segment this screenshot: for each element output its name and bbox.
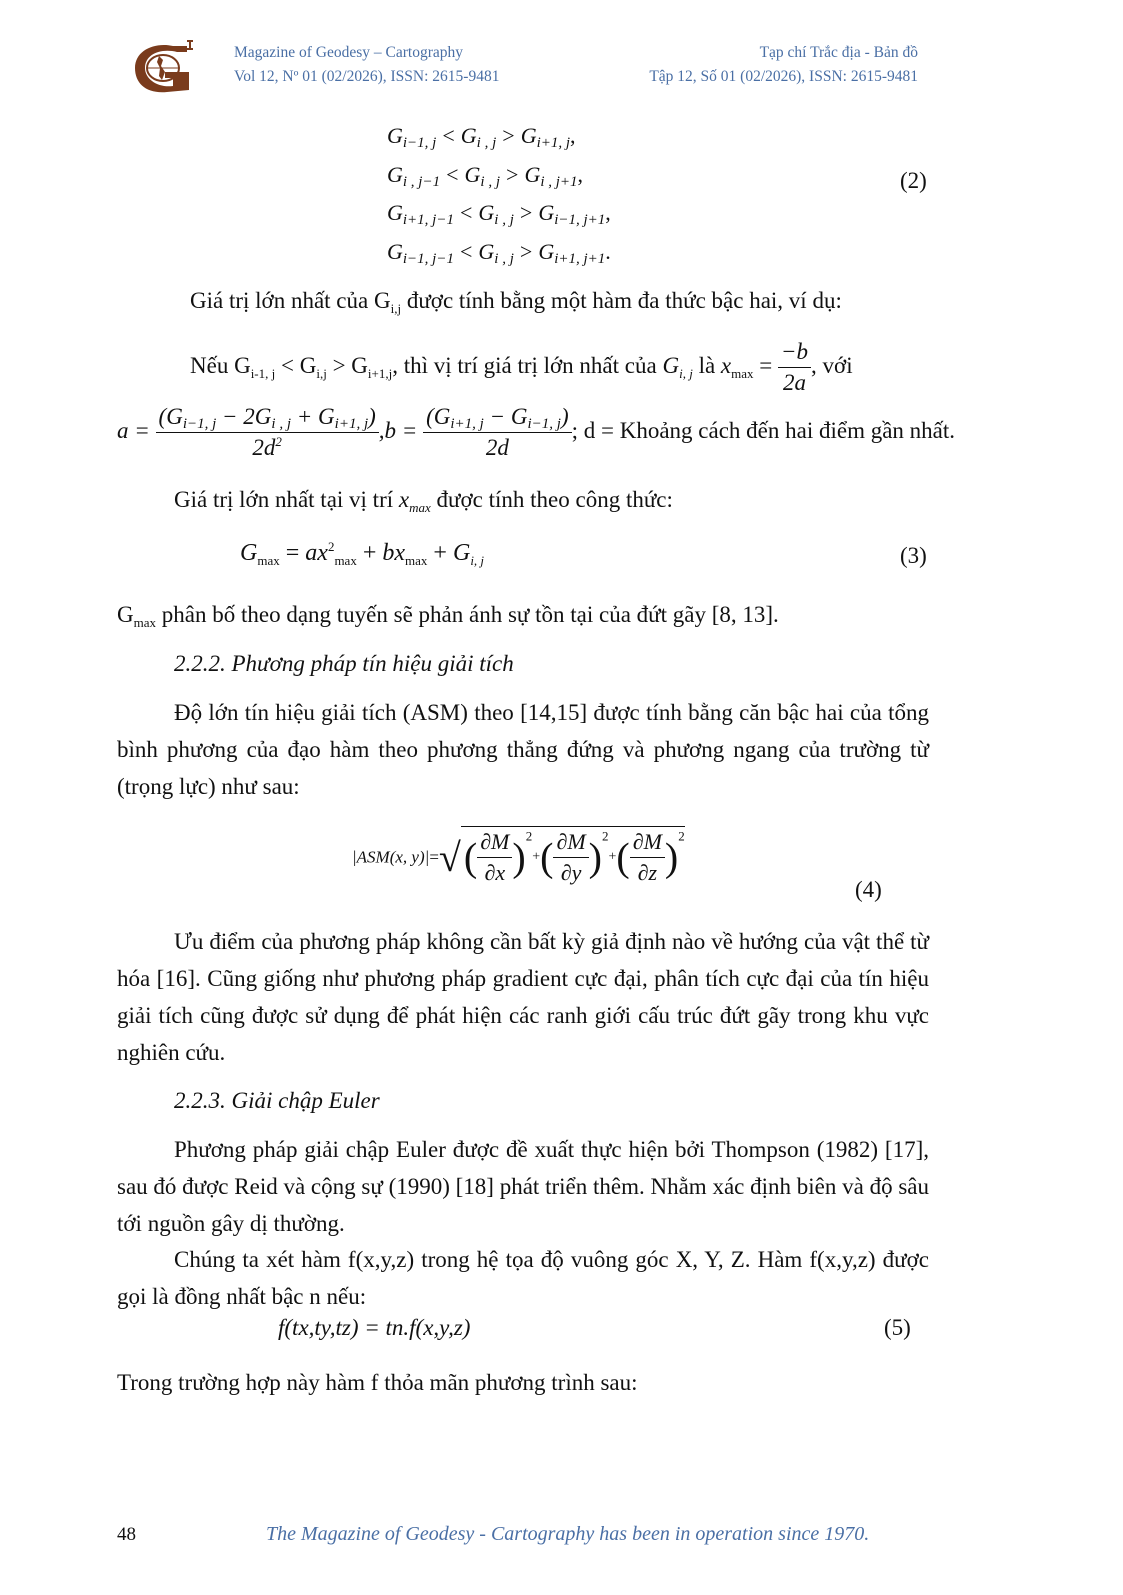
text: = (429, 847, 439, 867)
greater-than: > (506, 161, 519, 187)
equation-5: f(tx,ty,tz) = tn.f(x,y,z) (278, 1315, 471, 1340)
text: + (356, 540, 383, 566)
math-var: G (478, 238, 495, 264)
math-var: G (460, 123, 477, 148)
text: là (692, 352, 721, 378)
math-var: G (240, 540, 258, 566)
text: 2d (252, 435, 276, 460)
math-var: x (720, 352, 732, 378)
numerator: ∂M (477, 827, 512, 858)
math-var: ax (305, 540, 328, 566)
paragraph-gmax (117, 596, 779, 633)
text: được tính bằng một hàm đa thức bậc hai, ví dụ: (401, 288, 842, 313)
subscript: i , j−1 (402, 173, 441, 190)
numerator: ∂M (553, 827, 588, 858)
math-var: G (387, 238, 403, 264)
subscript: max (334, 553, 357, 568)
math-term: + G (291, 404, 335, 429)
plus-sign: + (608, 849, 617, 865)
paragraph-value-at-xmax (174, 481, 673, 518)
subscript: i, j (679, 365, 693, 381)
subscript: i-1, j (250, 365, 276, 381)
greater-than: > (519, 200, 533, 225)
subscript: i,j (390, 301, 402, 316)
partial-derivative (477, 827, 512, 888)
equation-2-line (387, 156, 611, 195)
math-var: G (464, 161, 481, 187)
subscript: i+1,j (367, 365, 393, 381)
math-term: (G (426, 404, 451, 429)
formula-a-b (117, 402, 955, 463)
subscript: i−1, j (182, 416, 217, 432)
math-var: G (452, 540, 471, 566)
superscript: 2 (525, 828, 533, 844)
math-var: G (538, 238, 555, 264)
journal-name-vi: Tạp chí Trắc địa - Bản đồ (759, 44, 918, 61)
equation-2-line (387, 194, 611, 233)
text: ; d = Khoảng cách đến hai điểm gần nhất. (571, 417, 956, 443)
subscript: i , j+1 (540, 173, 578, 190)
journal-volume-en: Vol 12, Nº 01 (02/2026), ISSN: 2615-9481 (234, 68, 500, 85)
header-left (234, 41, 499, 89)
math-term: (G (158, 404, 183, 429)
math-term: ) (368, 404, 376, 429)
math-var: G (387, 200, 403, 225)
equation-2 (387, 117, 611, 271)
subscript: max (133, 615, 157, 630)
equation-4 (352, 826, 685, 888)
subscript: i−1, j−1 (402, 250, 454, 267)
subscript: i , j (271, 416, 292, 432)
punctuation: , (605, 200, 611, 225)
subscript: i−1, j+1 (554, 212, 606, 228)
section-heading-2-2-3: 2.2.3. Giải chập Euler (174, 1088, 380, 1113)
equation-3-number: (3) (900, 543, 927, 568)
globe-logo-icon (127, 38, 197, 93)
subscript: max (409, 500, 431, 515)
math-lhs: |ASM(x, y)| (352, 847, 430, 867)
subscript: i , j (480, 173, 501, 190)
paragraph-condition (190, 337, 853, 398)
less-than: < (459, 238, 473, 264)
superscript: 2 (601, 828, 609, 844)
subscript: i , j (494, 212, 514, 228)
left-paren-icon: ( (463, 834, 478, 880)
equation-4-number: (4) (855, 877, 882, 902)
greater-than: > (519, 238, 533, 264)
less-than: < (459, 200, 473, 225)
subscript: max (731, 365, 754, 381)
text: , với (811, 352, 853, 378)
punctuation: , (577, 161, 584, 187)
journal-volume-vi: Tập 12, Số 01 (02/2026), ISSN: 2615-9481 (649, 68, 918, 85)
math-var: G (538, 200, 555, 225)
right-paren-icon: ) (512, 834, 526, 880)
superscript: 2 (275, 434, 282, 449)
text: Nếu G (190, 352, 251, 378)
subscript: i+1, j (334, 416, 369, 432)
denominator: ∂y (560, 860, 582, 885)
math-var: G (520, 123, 537, 148)
paragraph-advantage: Ưu điểm của phương pháp không cần bất kỳ giả định nào về hướng của vật thể từ hóa [16]. Cũng giống như phương pháp gradient cực đại, phân tích cực đại của tín hiệu giải tích cũng được sử dụng để phát hiện các ranh giới cấu trúc đứt gãy trong khu vực nghiên cứu. (117, 929, 929, 1065)
math-var: G (662, 352, 680, 378)
left-paren-icon: ( (616, 834, 630, 880)
denominator (156, 433, 379, 463)
text: = (279, 540, 306, 566)
equation-5-number: (5) (884, 1315, 911, 1340)
denominator: ∂z (637, 860, 658, 885)
right-paren-icon: ) (588, 834, 602, 880)
math-term: − 2G (216, 404, 272, 429)
paragraph-euler: Phương pháp giải chập Euler được đề xuất thực hiện bởi Thompson (1982) [17], sau đó được Reid và cộng sự (1990) [18] phát triển thêm. Nhằm xác định biên và độ sâu tới nguồn gây dị thường. (117, 1137, 929, 1236)
subscript: max (257, 553, 280, 568)
section-heading-2-2-2: 2.2.2. Phương pháp tín hiệu giải tích (174, 651, 514, 676)
sqrt-content (461, 826, 685, 888)
punctuation: , (570, 123, 576, 148)
text: + (427, 540, 453, 566)
numerator (423, 402, 572, 433)
subscript: i,j (316, 365, 327, 381)
subscript: i+1, j+1 (554, 250, 606, 267)
denominator: 2d (485, 435, 509, 460)
fraction-xmax (778, 337, 811, 398)
subscript: i+1, j (450, 416, 484, 432)
math-var: a = (117, 417, 156, 443)
less-than: < (442, 123, 455, 148)
journal-name-en: Magazine of Geodesy – Cartography (234, 44, 463, 61)
math-term: ) (560, 404, 569, 429)
subscript: i+1, j−1 (402, 212, 454, 228)
numerator: ∂M (630, 827, 665, 858)
denominator: ∂x (484, 860, 506, 885)
math-var: ,b = (378, 417, 424, 443)
subscript: i+1, j (536, 135, 571, 151)
text: Giá trị lớn nhất của G (190, 288, 391, 313)
page-number: 48 (117, 1524, 136, 1545)
greater-than: > (502, 123, 515, 148)
footer-tagline: The Magazine of Geodesy - Cartography has been in operation since 1970. (266, 1523, 870, 1545)
math-var: x (398, 487, 410, 512)
equation-2-number: (2) (900, 168, 927, 193)
text: > G (326, 352, 368, 378)
partial-derivative (553, 827, 588, 888)
text: G (117, 602, 134, 627)
math-var: G (524, 161, 541, 187)
partial-derivative (630, 827, 665, 888)
equation-2-line (387, 117, 611, 156)
right-paren-icon: ) (664, 834, 679, 880)
math-var: G (387, 161, 403, 187)
text: < G (275, 352, 317, 378)
math-term: − G (483, 404, 528, 429)
paragraph-euler-equation-intro: Trong trường hợp này hàm f thỏa mãn phương trình sau: (117, 1370, 638, 1395)
text: được tính theo công thức: (430, 487, 673, 512)
subscript: max (405, 553, 428, 568)
journal-logo (127, 38, 197, 93)
header-right (649, 41, 918, 89)
superscript: 2 (327, 539, 335, 554)
fraction-a (156, 402, 379, 463)
paragraph-homogeneous: Chúng ta xét hàm f(x,y,z) trong hệ tọa độ vuông góc X, Y, Z. Hàm f(x,y,z) được gọi là đồng nhất bậc n nếu: (117, 1247, 929, 1309)
superscript: 2 (678, 828, 685, 844)
subscript: i−1, j (527, 416, 561, 432)
subscript: i, j (470, 553, 485, 568)
text: , thì vị trí giá trị lớn nhất của (392, 352, 663, 378)
text: Giá trị lớn nhất tại vị trí (174, 487, 399, 512)
paragraph-asm: Độ lớn tín hiệu giải tích (ASM) theo [14,15] được tính bằng căn bậc hai của tổng bình phương của đạo hàm theo phương thẳng đứng và phương ngang của trường từ (trọng lực) như sau: (117, 700, 929, 799)
numerator: −b (778, 337, 811, 368)
punctuation: . (605, 238, 611, 264)
fraction-b (423, 402, 572, 463)
math-var: G (478, 200, 495, 225)
equation-2-line (387, 233, 611, 272)
subscript: i , j (476, 135, 497, 151)
less-than: < (446, 161, 459, 187)
math-var: bx (382, 540, 406, 566)
numerator (156, 402, 379, 433)
subscript: i−1, j (402, 135, 437, 151)
denominator: 2a (783, 370, 807, 395)
subscript: i , j (494, 250, 514, 267)
sqrt-icon: √ (438, 835, 461, 880)
math-var: G (387, 123, 403, 148)
left-paren-icon: ( (540, 834, 554, 880)
paragraph-max-value (190, 282, 842, 319)
equation-3 (240, 540, 484, 567)
text: phân bố theo dạng tuyến sẽ phản ánh sự tồn tại của đứt gãy [8, 13]. (156, 602, 779, 627)
text: = (753, 352, 779, 378)
plus-sign: + (532, 849, 541, 865)
